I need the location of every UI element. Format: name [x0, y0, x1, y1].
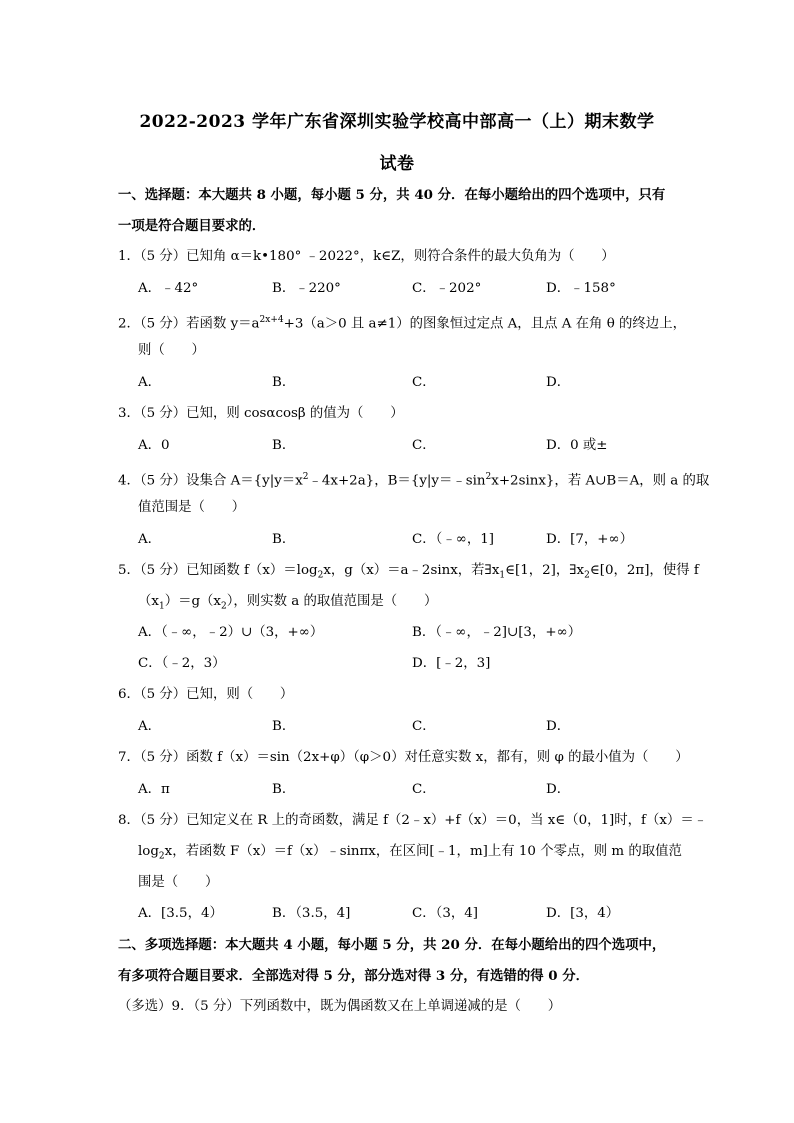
q8-line2-post: x，若函数 F（x）＝f（x）﹣sinπx，在区间[﹣1，m]上有 10 个零点，则 m 的取值范 — [164, 844, 682, 859]
question-6-stem: 6．（5 分）已知，则（ ） — [118, 687, 294, 702]
question-2-stem — [118, 310, 686, 334]
question-1-option-c: C．﹣202° — [412, 281, 482, 296]
question-7-stem: 7．（5 分）函数 f（x）＝sin（2x+φ）（φ＞0）对任意实数 x，都有，则 φ 的最小值为（ ） — [118, 750, 689, 765]
question-9-stem: （多选）9．（5 分）下列函数中，既为偶函数又在上单调递减的是（ ） — [118, 999, 562, 1014]
question-8-stem-line2 — [138, 842, 682, 867]
title-line-2: 试卷 — [379, 154, 415, 174]
section2-header-line2: 有多项符合题目要求．全部选对得 5 分，部分选对得 3 分，有选错的得 0 分． — [118, 968, 590, 984]
q5-sub-2: 1 — [499, 570, 506, 581]
title-line-1: 2022-2023 学年广东省深圳实验学校高中部高一（上）期末数学 — [139, 112, 655, 132]
question-4-option-c: C．（﹣∞，1] — [412, 532, 495, 547]
question-1-stem: 1．（5 分）已知角 α＝k•180° ﹣2022°，k∈Z，则符合条件的最大负角为（ ） — [118, 249, 615, 264]
question-2-option-b: B． — [272, 375, 296, 390]
q2-stem-pre: 2．（5 分）若函数 y＝a — [118, 316, 260, 332]
question-7-option-c: C． — [412, 782, 436, 797]
question-6-option-b: B． — [272, 719, 296, 734]
q4-stem-pre: 4．（5 分）设集合 A＝{y|y＝x — [118, 473, 303, 489]
question-8-option-a: A．[3.5，4） — [138, 906, 223, 921]
question-2-option-a: A． — [138, 375, 162, 390]
question-4-option-b: B． — [272, 532, 296, 547]
q8-line2-sub: 2 — [158, 851, 165, 862]
question-3-stem: 3．（5 分）已知，则 cosαcosβ 的值为（ ） — [118, 406, 404, 421]
question-2-option-d: D． — [546, 375, 571, 390]
q5-sub-3: 2 — [584, 570, 590, 581]
section1-header-line2: 一项是符合题目要求的． — [118, 218, 266, 234]
section2-header-line1: 二、多项选择题：本大题共 4 小题，每小题 5 分，共 20 分．在每小题给出的四个选项中， — [118, 937, 666, 953]
question-7-option-b: B． — [272, 782, 296, 797]
question-8-option-b: B．（3.5，4] — [272, 906, 351, 921]
q4-stem-post: x+2sinx}，若 A∪B＝A，则 a 的取 — [491, 473, 710, 489]
question-4-option-d: D．[7，+∞） — [546, 532, 634, 547]
question-3-option-c: C． — [412, 438, 436, 453]
question-8-option-d: D．[3，4） — [546, 906, 620, 921]
question-5-stem-line2 — [138, 592, 437, 617]
question-3-option-b: B． — [272, 438, 296, 453]
q4-sup-1: 2 — [302, 472, 309, 482]
q4-stem-mid: ﹣4x+2a}，B＝{y|y＝﹣sin — [308, 473, 486, 489]
question-1-option-d: D．﹣158° — [546, 281, 616, 296]
q5-line2-pre: （x — [138, 594, 159, 609]
question-6-option-d: D． — [546, 719, 571, 734]
question-4-stem-line2: 值范围是（ ） — [138, 500, 246, 515]
q5-sub-1: 2 — [317, 570, 324, 581]
q5-stem-pre: 5．（5 分）已知函数 f（x）＝log — [118, 563, 318, 578]
q4-sup-2: 2 — [485, 472, 492, 482]
question-7-option-a: A．π — [138, 782, 170, 797]
q5-stem-mid: x，g（x）＝a﹣2sinx，若∃x — [323, 563, 500, 578]
question-3-option-d: D．0 或± — [546, 438, 608, 453]
question-8-stem: 8．（5 分）已知定义在 R 上的奇函数，满足 f（2﹣x）+f（x）＝0，当 x∈（0，1]时，f（x）＝﹣ — [118, 813, 708, 828]
question-3-option-a: A．0 — [138, 438, 170, 453]
question-5-option-a: A．（﹣∞，﹣2）∪（3，+∞） — [138, 625, 324, 640]
question-2-option-c: C． — [412, 375, 436, 390]
q2-stem-post: +3（a＞0 且 a≠1）的图象恒过定点 A，且点 A 在角 θ 的终边上， — [283, 316, 686, 332]
question-6-option-c: C． — [412, 719, 436, 734]
question-5-option-b: B．（﹣∞，﹣2]∪[3，+∞） — [412, 625, 582, 640]
q8-line2-pre: log — [138, 844, 159, 859]
question-1-option-a: A．﹣42° — [138, 281, 199, 296]
question-8-stem-line3: 围是（ ） — [138, 875, 219, 890]
q5-line2-post: ），则实数 a 的取值范围是（ ） — [226, 594, 438, 609]
question-5-option-c: C．（﹣2，3） — [138, 656, 226, 671]
q5-line2-sub-1: 1 — [158, 601, 165, 612]
question-7-option-d: D． — [546, 782, 571, 797]
question-6-option-a: A． — [138, 719, 162, 734]
section1-header-line1: 一、选择题：本大题共 8 小题，每小题 5 分，共 40 分．在每小题给出的四个选项中，只有 — [118, 187, 666, 203]
question-2-stem-line2: 则（ ） — [138, 343, 205, 358]
question-4-option-a: A． — [138, 532, 162, 547]
question-5-stem — [118, 561, 699, 586]
question-8-option-c: C．（3，4] — [412, 906, 478, 921]
question-5-option-d: D．[﹣2，3] — [412, 656, 491, 671]
question-1-option-b: B．﹣220° — [272, 281, 341, 296]
q5-line2-mid: ）＝g（x — [164, 594, 221, 609]
q5-stem-mid2: ∈[1，2]，∃x — [505, 563, 585, 578]
q2-exponent: 2x+4 — [259, 315, 284, 325]
q5-line2-sub-2: 2 — [220, 601, 227, 612]
question-4-stem — [118, 467, 709, 491]
q5-stem-post: ∈[0，2π]，使得 f — [589, 563, 699, 578]
